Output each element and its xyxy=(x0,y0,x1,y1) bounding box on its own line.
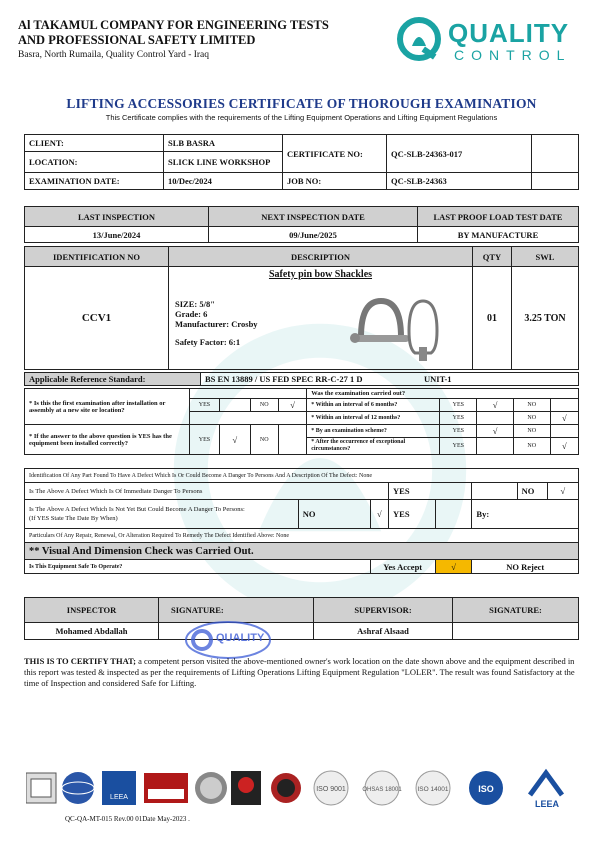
supervisor-name: Ashraf Alsaad xyxy=(314,623,453,640)
item-title: Safety pin bow Shackles xyxy=(268,269,373,280)
last-inspection-value: 13/June/2024 xyxy=(25,227,209,243)
by-label: By: xyxy=(472,500,579,529)
exam-header: Was the examination carried out? xyxy=(307,389,579,399)
item-qty: 01 xyxy=(473,267,512,370)
badge-circle-red-icon xyxy=(271,773,301,803)
qty-header: QTY xyxy=(473,247,512,267)
not-yet-danger-text: Is The Above A Defect Which Is Not Yet But Could Become A Danger To Persons: xyxy=(29,506,245,513)
logo-text-quality: QUALITY xyxy=(448,18,570,48)
badge-iso14001-text: ISO 14001 xyxy=(417,786,449,793)
e3-text: * By an examination scheme? xyxy=(307,425,440,438)
description-header: DESCRIPTION xyxy=(169,247,473,267)
badge-1-icon xyxy=(26,773,56,803)
q2-no: NO xyxy=(250,425,278,455)
supervisor-signature-label: SIGNATURE: xyxy=(453,598,579,623)
e1-tick: √ xyxy=(477,399,514,412)
item-safety-factor: Safety Factor: 6:1 xyxy=(175,337,241,347)
accreditation-badges xyxy=(26,765,586,813)
location-value: SLICK LINE WORKSHOP xyxy=(164,152,283,173)
safe-no: NO Reject xyxy=(472,560,579,574)
signoff-table xyxy=(24,597,579,640)
e2-yes: YES xyxy=(440,412,477,425)
immediate-no: NO xyxy=(517,483,547,500)
proof-load-value: BY MANUFACTURE xyxy=(418,227,579,243)
e2-tick: √ xyxy=(550,412,578,425)
e4-no: NO xyxy=(513,438,550,455)
badge-iso-globe-icon xyxy=(62,772,94,804)
info-table xyxy=(24,134,579,190)
client-value: SLB BASRA xyxy=(164,135,283,152)
q1-text: * Is this the first examination after installation or assembly at a new site or location? xyxy=(25,389,190,425)
safe-label: Is This Equipment Safe To Operate? xyxy=(25,560,371,574)
cert-no-label: CERTIFICATE NO: xyxy=(283,135,387,173)
not-yet-yes: YES xyxy=(389,500,436,529)
immediate-danger-text: Is The Above A Defect Which Is Of Immediate Danger To Persons xyxy=(25,483,389,500)
id-header: IDENTIFICATION NO xyxy=(25,247,169,267)
reference-unit: UNIT-1 xyxy=(420,373,579,386)
badge-seal-icon xyxy=(195,772,227,804)
q1-tick: √ xyxy=(278,399,306,412)
badge-leea-large-icon xyxy=(526,769,568,809)
badge-ohsas-icon xyxy=(362,771,402,805)
document-footer: QC-QA-MT-015 Rev.00 01Date May-2023 . xyxy=(65,815,190,823)
immediate-yes: YES xyxy=(389,483,472,500)
certificate-subtitle: This Certificate complies with the requirements of the Lifting Equipment Operations and Lifting Equipment Regulations xyxy=(105,113,498,122)
cert-no-value: QC-SLB-24363-017 xyxy=(387,135,532,173)
swl-header: SWL xyxy=(512,247,579,267)
reference-table xyxy=(24,372,579,386)
badge-iso-blue-text: ISO xyxy=(478,784,494,794)
certificate-title: LIFTING ACCESSORIES CERTIFICATE OF THOROUGH EXAMINATION xyxy=(66,96,537,111)
badge-iso9001-text: ISO 9001 xyxy=(316,786,346,793)
proof-load-label: LAST PROOF LOAD TEST DATE xyxy=(418,207,579,227)
badge-iso14001-icon xyxy=(416,771,450,805)
immediate-tick: √ xyxy=(547,483,578,500)
e4-tick: √ xyxy=(550,438,578,455)
e1-yes: YES xyxy=(440,399,477,412)
item-id: CCV1 xyxy=(25,267,169,370)
inspector-name: Mohamed Abdallah xyxy=(25,623,159,640)
inspector-signature-label: SIGNATURE: xyxy=(159,598,314,623)
certify-lead: THIS IS TO CERTIFY THAT; xyxy=(24,656,136,666)
badge-iso-blue-icon xyxy=(469,771,503,805)
e3-tick: √ xyxy=(477,425,514,438)
job-no-label: JOB NO: xyxy=(283,173,387,190)
not-yet-tick: √ xyxy=(370,500,388,529)
not-yet-no: NO xyxy=(298,500,370,529)
questions-table xyxy=(24,388,579,455)
defect-identification: Identification Of Any Part Found To Have A Defect Which Is Or Could Become A Danger To Persons And A Description Of The Defect: None xyxy=(25,469,579,483)
logo-text-control: CONTROL xyxy=(454,47,572,63)
seal-text: QUALITY xyxy=(216,632,265,644)
e4-text: * After the occurrence of exceptional circumstances? xyxy=(307,438,440,455)
job-no-value: QC-SLB-24363 xyxy=(387,173,532,190)
q1-no: NO xyxy=(250,399,278,412)
exam-date-value: 10/Dec/2024 xyxy=(164,173,283,190)
e4-yes: YES xyxy=(440,438,477,455)
reference-label: Applicable Reference Standard: xyxy=(25,373,201,386)
items-table xyxy=(24,246,579,370)
defects-table xyxy=(24,468,579,574)
reference-value: BS EN 13889 / US FED SPEC RR-C-27 1 D xyxy=(201,373,421,386)
item-grade: Grade: 6 xyxy=(175,309,208,319)
visual-check: ** Visual And Dimension Check was Carried Out. xyxy=(25,543,579,560)
quality-control-logo xyxy=(396,16,586,68)
safe-tick: √ xyxy=(435,560,472,574)
supervisor-label: SUPERVISOR: xyxy=(314,598,453,623)
company-seal xyxy=(184,620,272,660)
badge-ohsas-text: OHSAS 18001 xyxy=(362,787,402,793)
badge-leea-large-text: LEEA xyxy=(534,799,560,809)
location-label: LOCATION: xyxy=(25,152,164,173)
q2-text: * If the answer to the above question is YES has the equipment been installed correctly? xyxy=(25,425,190,455)
company-address: Basra, North Rumaila, Quality Control Yard - Iraq xyxy=(18,50,210,60)
badge-red-icon xyxy=(144,773,188,803)
inspector-label: INSPECTOR xyxy=(25,598,159,623)
repair-particulars: Particulars Of Any Repair, Renewal, Or Alteration Required To Remedy The Defect Identified Above: None xyxy=(25,529,579,543)
badge-black-icon xyxy=(231,771,261,805)
last-inspection-label: LAST INSPECTION xyxy=(25,207,209,227)
company-name-line2: AND PROFESSIONAL SAFETY LIMITED xyxy=(18,33,256,47)
badge-iso9001-icon xyxy=(314,771,348,805)
badge-leea-text: LEEA xyxy=(110,794,128,801)
item-size: SIZE: 5/8" xyxy=(175,299,215,309)
exam-date-label: EXAMINATION DATE: xyxy=(25,173,164,190)
item-row xyxy=(25,267,579,370)
q1-yes: YES xyxy=(189,399,219,412)
not-yet-danger-note: (If YES State The Date By When) xyxy=(29,515,118,522)
e3-no: NO xyxy=(513,425,550,438)
safe-yes: Yes Accept xyxy=(370,560,435,574)
company-name xyxy=(18,18,348,48)
next-inspection-label: NEXT INSPECTION DATE xyxy=(209,207,418,227)
item-swl: 3.25 TON xyxy=(512,267,579,370)
quality-q-icon xyxy=(396,16,442,62)
certify-body: a competent person visited the above-mentioned owner's work location on the date shown above and the equipment described in this report was tested & inspected as per the requirements of Lifting Operations Lifting Equipment Regulation "LOLER". The result was found Satisfactory at the time of Inspection and considered Safe for Lifting. xyxy=(24,656,575,688)
client-label: CLIENT: xyxy=(25,135,164,152)
e2-text: * Within an interval of 12 months? xyxy=(307,412,440,425)
e2-no: NO xyxy=(513,412,550,425)
e1-text: * Within an interval of 6 months? xyxy=(307,399,440,412)
e3-yes: YES xyxy=(440,425,477,438)
inspection-dates-table xyxy=(24,206,579,243)
certification-statement xyxy=(24,656,584,689)
e1-no: NO xyxy=(513,399,550,412)
company-name-line1: Al TAKAMUL COMPANY FOR ENGINEERING TESTS xyxy=(18,18,329,32)
q2-tick: √ xyxy=(220,425,250,455)
badge-leea-icon xyxy=(102,771,136,805)
q2-yes: YES xyxy=(189,425,219,455)
next-inspection-value: 09/June/2025 xyxy=(209,227,418,243)
shackle-image xyxy=(349,291,449,363)
item-manufacturer: Manufacturer: Crosby xyxy=(175,319,258,329)
